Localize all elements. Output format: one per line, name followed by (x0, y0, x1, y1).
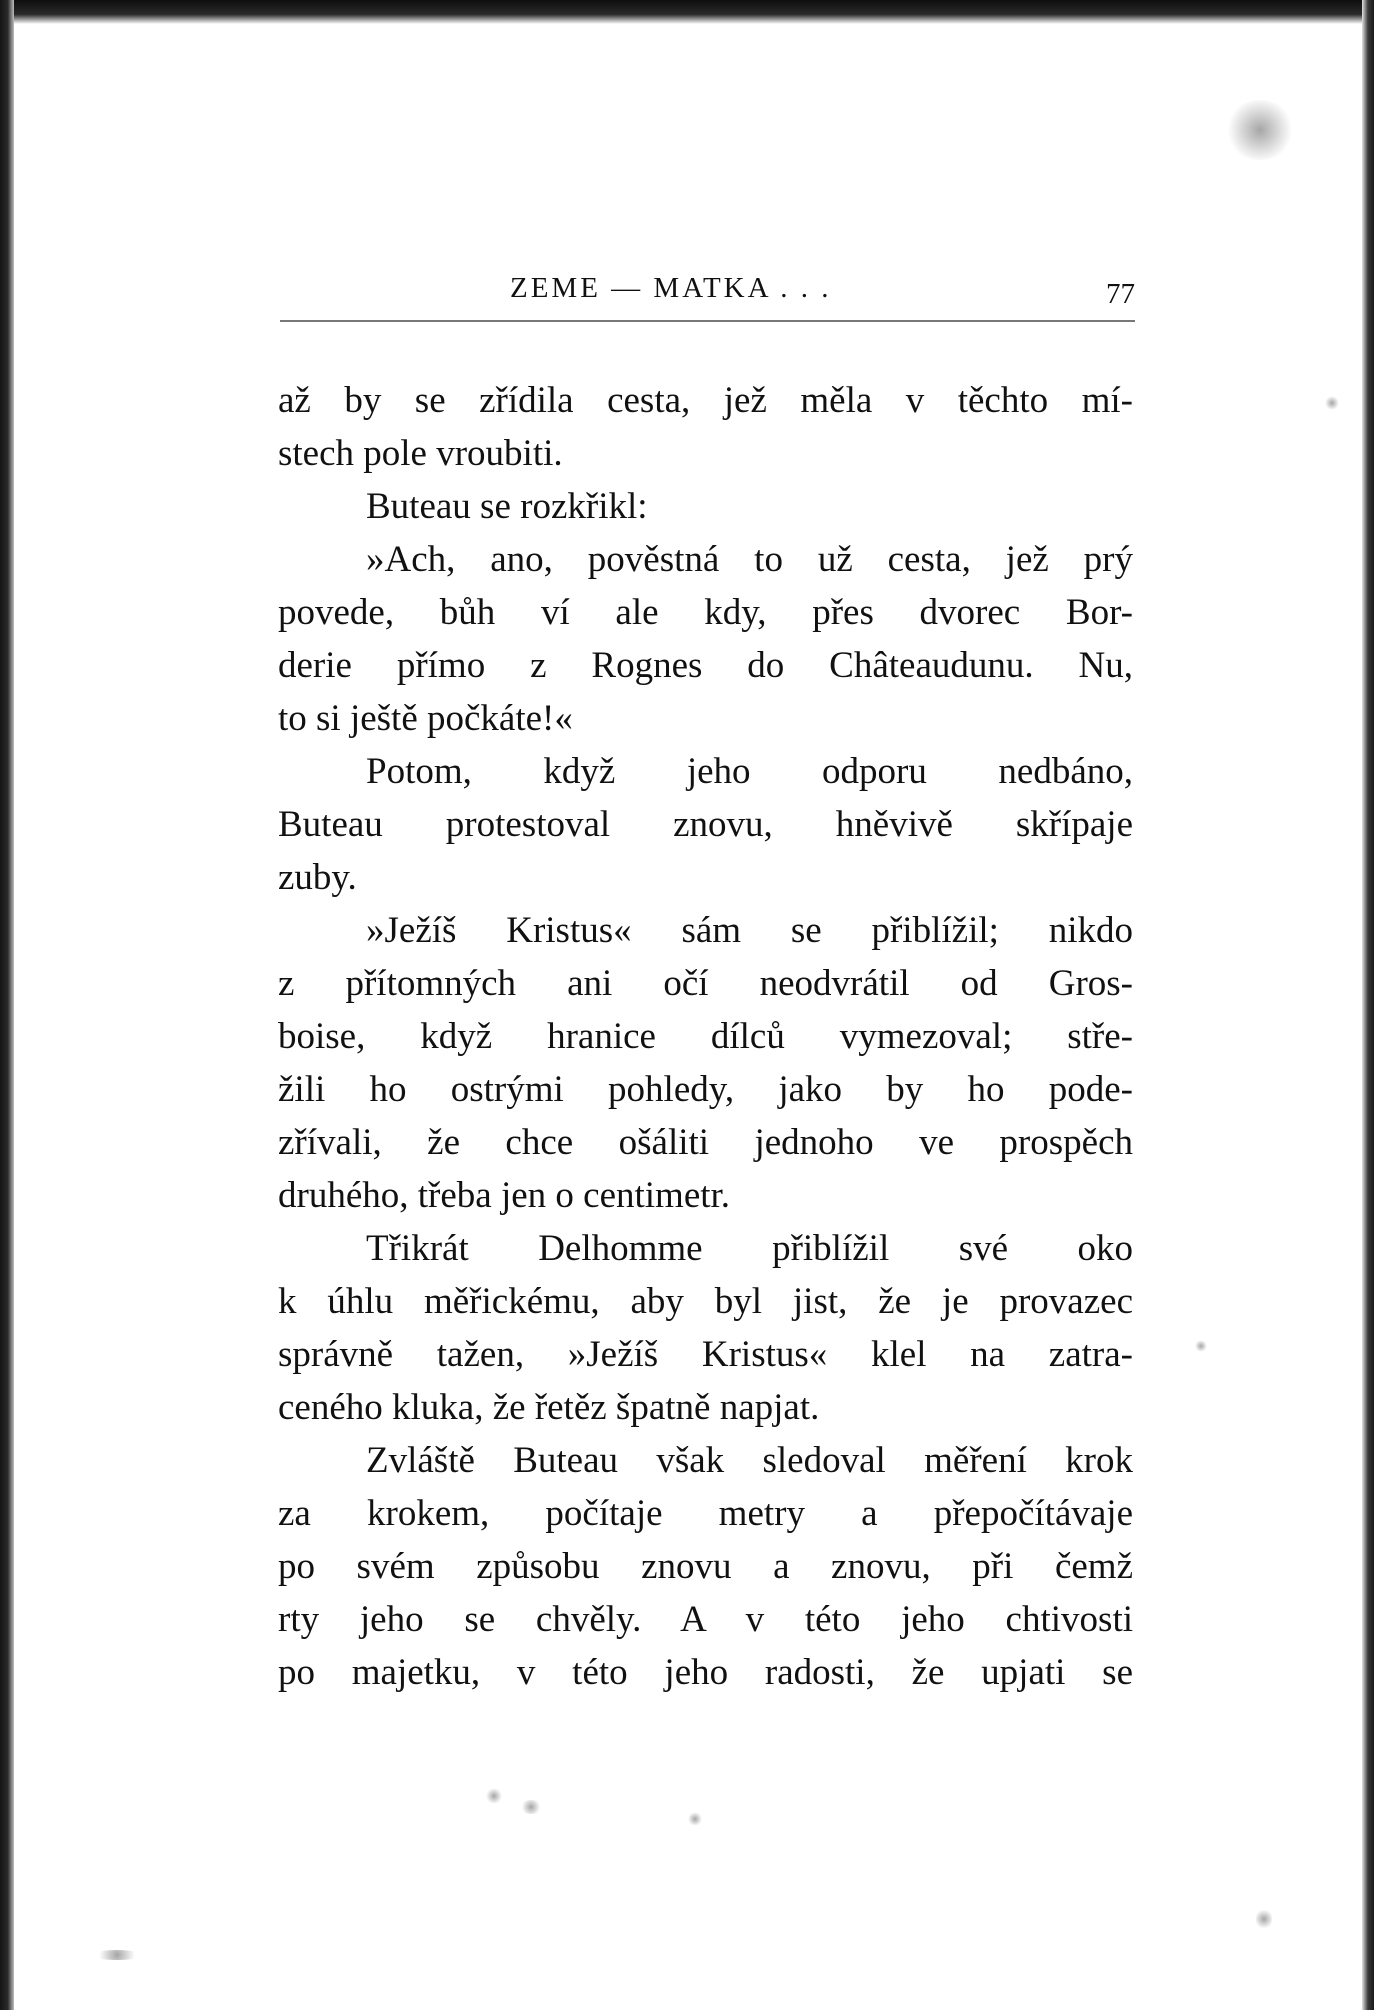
scan-speck (1225, 100, 1295, 160)
scan-speck (688, 1812, 702, 1826)
text-line: rty jeho se chvěly. A v této jeho chtivosti (278, 1599, 1133, 1640)
page-number: 77 (1106, 278, 1135, 310)
text-line: žili ho ostrými pohledy, jako by ho pode- (278, 1069, 1133, 1110)
text-line: ceného kluka, že řetěz špatně napjat. (278, 1387, 820, 1428)
text-line: po svém způsobu znovu a znovu, při čemž (278, 1546, 1133, 1587)
text-line: po majetku, v této jeho radosti, že upjati se (278, 1652, 1133, 1693)
text-line: Buteau protestoval znovu, hněvivě skřípaje (278, 804, 1133, 845)
scan-speck (92, 1950, 142, 1960)
scan-speck (1325, 396, 1339, 410)
running-head: ZEME — MATKA . . . (510, 272, 832, 304)
scan-right-edge (1362, 0, 1374, 2010)
text-line: správně tažen, »Ježíš Kristus« klel na zatra- (278, 1334, 1133, 1375)
text-line: boise, když hranice dílců vymezoval; stře- (278, 1016, 1133, 1057)
text-line: »Ježíš Kristus« sám se přiblížil; nikdo (366, 910, 1133, 951)
text-line: druhého, třeba jen o centimetr. (278, 1175, 731, 1216)
scan-speck (1195, 1340, 1207, 1352)
text-line: to si ještě počkáte!« (278, 698, 573, 739)
text-line: za krokem, počítaje metry a přepočítávaje (278, 1493, 1133, 1534)
text-line: až by se zřídila cesta, jež měla v těchto mí- (278, 380, 1133, 421)
scan-top-edge (0, 0, 1374, 24)
header-rule (280, 320, 1135, 322)
scan-left-edge (0, 0, 14, 2010)
text-line: Potom, když jeho odporu nedbáno, (366, 751, 1133, 792)
text-line: Zvláště Buteau však sledoval měření krok (366, 1440, 1133, 1481)
text-line: Třikrát Delhomme přiblížil své oko (366, 1228, 1133, 1269)
text-line: Buteau se rozkřikl: (366, 486, 648, 527)
text-line: stech pole vroubiti. (278, 433, 563, 474)
text-line: zuby. (278, 857, 357, 898)
text-line: povede, bůh ví ale kdy, přes dvorec Bor- (278, 592, 1133, 633)
body-text (278, 374, 1133, 1699)
scan-speck (1256, 1908, 1272, 1930)
text-line: derie přímo z Rognes do Châteaudunu. Nu, (278, 645, 1133, 686)
text-line: k úhlu měřickému, aby byl jist, že je provazec (278, 1281, 1133, 1322)
text-line: »Ach, ano, pověstná to už cesta, jež prý (366, 539, 1133, 580)
text-line: z přítomných ani očí neodvrátil od Gros- (278, 963, 1133, 1004)
text-line: zřívali, že chce ošáliti jednoho ve prospěch (278, 1122, 1133, 1163)
scan-speck (486, 1788, 502, 1804)
scan-speck (520, 1800, 542, 1814)
page-header (280, 266, 1135, 316)
